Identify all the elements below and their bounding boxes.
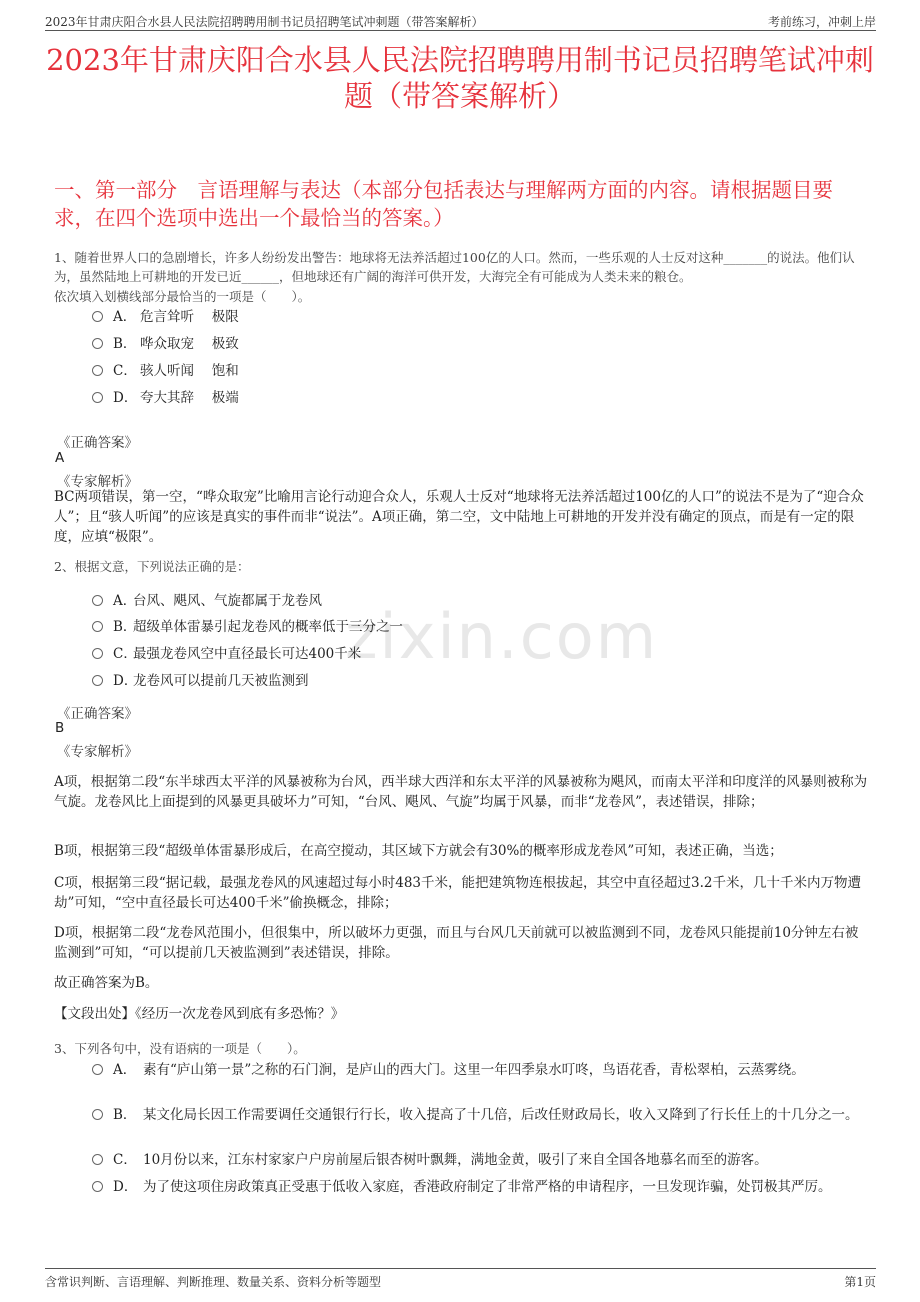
q1-analysis-label: 《专家解析》 bbox=[57, 474, 138, 490]
radio-button[interactable] bbox=[92, 1109, 103, 1120]
radio-button[interactable] bbox=[92, 1064, 103, 1075]
radio-button[interactable] bbox=[92, 1154, 103, 1165]
q2-analysis-para: C项，根据第三段“据记载，最强龙卷风的风速超过每小时483千米，能把建筑物连根拔起，其空中直径超过3.2千米，几十千米内万物遭劫”可知，“空中直径最长可达400千米”偷换概念，排除； bbox=[54, 875, 861, 911]
q2-analysis-para: B项，根据第三段“超级单体雷暴形成后，在高空搅动，其区域下方就会有30%的概率形成龙卷风”可知，表述正确，当选； bbox=[54, 843, 783, 859]
header-slogan: 考前练习，冲刺上岸 bbox=[767, 15, 876, 29]
q1-answer-label: 《正确答案》 bbox=[57, 435, 138, 451]
q2-answer-label: 《正确答案》 bbox=[57, 706, 138, 722]
watermark: zixin.com bbox=[345, 600, 659, 673]
q1-option-b[interactable]: B． 哗众取宠 极致 bbox=[92, 333, 868, 355]
q2-option-d[interactable]: D．龙卷风可以提前几天被监测到 bbox=[92, 670, 868, 692]
q3-option-a[interactable]: A． 素有“庐山第一景”之称的石门涧，是庐山的西大门。这里一年四季泉水叮咚，鸟语花香，青松翠柏，云蒸雾绕。 bbox=[92, 1059, 868, 1081]
q2-option-a[interactable]: A．台风、飓风、气旋都属于龙卷风 bbox=[92, 590, 868, 612]
page-number: 第1页 bbox=[844, 1275, 876, 1289]
q1-answer: A bbox=[55, 450, 65, 466]
question-1-stem: 1、随着世界人口的急剧增长，许多人纷纷发出警告：地球将无法养活超过100亿的人口。然而，一些乐观的人士反对这种_______的说法。他们认为，虽然陆地上可耕地的开发已近______，但地球还有广阔的海洋可供开发，大海完全有可能成为人类未来的粮仓。 bbox=[54, 250, 855, 284]
question-1-instruction: 依次填入划横线部分最恰当的一项是（ ）。 bbox=[54, 289, 311, 304]
q2-conclusion: 故正确答案为B。 bbox=[54, 975, 159, 991]
q3-option-b[interactable]: B． 某文化局长因工作需要调任交通银行行长，收入提高了十几倍，后改任财政局长，收入又降到了行长任上的十几分之一。 bbox=[92, 1104, 868, 1126]
q2-analysis-para: D项，根据第二段“龙卷风范围小，但很集中，所以破坏力更强，而且与台风几天前就可以被监测到不同，龙卷风只能提前10分钟左右被监测到”可知，“可以提前几天被监测到”表述错误，排除。 bbox=[54, 925, 859, 961]
section-heading: 一、第一部分 言语理解与表达（本部分包括表达与理解两方面的内容。请根据题目要求，在四个选项中选出一个最恰当的答案。） bbox=[54, 178, 833, 230]
footer-topics: 含常识判断、言语理解、判断推理、数量关系、资料分析等题型 bbox=[45, 1275, 382, 1289]
q1-option-c[interactable]: C． 骇人听闻 饱和 bbox=[92, 360, 868, 382]
q3-option-c[interactable]: C． 10月份以来，江东村家家户户房前屋后银杏树叶飘舞，满地金黄，吸引了来自全国各地慕名而至的游客。 bbox=[92, 1149, 868, 1171]
radio-button[interactable] bbox=[92, 365, 103, 376]
radio-button[interactable] bbox=[92, 675, 103, 686]
q2-option-b[interactable]: B．超级单体雷暴引起龙卷风的概率低于三分之一 bbox=[92, 616, 868, 638]
q2-answer: B bbox=[55, 720, 65, 736]
q2-analysis-para: A项，根据第二段“东半球西太平洋的风暴被称为台风，西半球大西洋和东太平洋的风暴被称为飓风，而南太平洋和印度洋的风暴则被称为气旋。龙卷风比上面提到的风暴更具破坏力”可知，“台风、飓风、气旋”均属于风暴，而非“龙卷风”，表述错误，排除； bbox=[54, 774, 868, 810]
question-2-stem: 2、根据文意，下列说法正确的是： bbox=[54, 559, 250, 574]
radio-button[interactable] bbox=[92, 621, 103, 632]
radio-button[interactable] bbox=[92, 311, 103, 322]
radio-button[interactable] bbox=[92, 1181, 103, 1192]
q1-analysis: BC两项错误，第一空，“哗众取宠”比喻用言论行动迎合众人，乐观人士反对“地球将无法养活超过100亿的人口”的说法不是为了“迎合众人”；且“骇人听闻”的应该是真实的事件而非“说法”。A项正确，第二空，文中陆地上可耕地的开发并没有确定的顶点，而是有一定的限度，应填“极限”。 bbox=[54, 489, 864, 545]
q2-option-c[interactable]: C．最强龙卷风空中直径最长可达400千米 bbox=[92, 643, 868, 665]
page-header bbox=[45, 0, 876, 31]
radio-button[interactable] bbox=[92, 648, 103, 659]
page-footer bbox=[45, 1268, 876, 1289]
q1-option-a[interactable]: A． 危言耸听 极限 bbox=[92, 306, 868, 328]
radio-button[interactable] bbox=[92, 392, 103, 403]
document-title: 2023年甘肃庆阳合水县人民法院招聘聘用制书记员招聘笔试冲刺题（带答案解析） bbox=[46, 43, 874, 113]
radio-button[interactable] bbox=[92, 338, 103, 349]
q2-analysis-label: 《专家解析》 bbox=[57, 744, 138, 760]
header-doc-title: 2023年甘肃庆阳合水县人民法院招聘聘用制书记员招聘笔试冲刺题（带答案解析） bbox=[45, 15, 484, 29]
q2-source: 【文段出处】《经历一次龙卷风到底有多恐怖？》 bbox=[54, 1006, 345, 1022]
question-3-stem: 3、下列各句中，没有语病的一项是（ ）。 bbox=[54, 1041, 306, 1056]
q3-option-d[interactable]: D． 为了使这项住房政策真正受惠于低收入家庭，香港政府制定了非常严格的申请程序，一旦发现诈骗，处罚极其严厉。 bbox=[92, 1176, 868, 1198]
q1-option-d[interactable]: D． 夸大其辞 极端 bbox=[92, 387, 868, 409]
radio-button[interactable] bbox=[92, 595, 103, 606]
